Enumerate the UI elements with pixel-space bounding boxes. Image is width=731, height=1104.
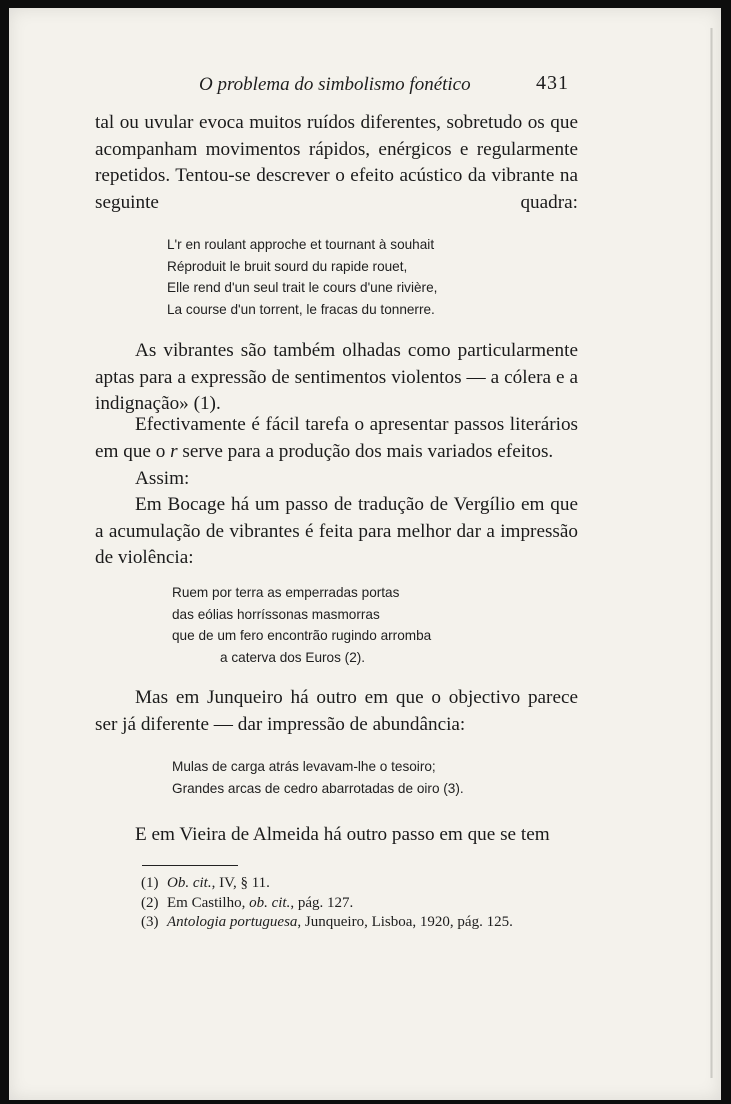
footnote-2 xyxy=(141,894,513,914)
footnote-number: (3) xyxy=(141,914,159,930)
footnote-text: , IV, § 11. xyxy=(211,875,270,891)
verse-line: Elle rend d'un seul trait le cours d'une rivière, xyxy=(167,280,438,295)
poem-junqueiro xyxy=(172,756,464,799)
letter-r: r xyxy=(170,440,178,462)
paragraph-6: Mas em Junqueiro há outro em que o objectivo parece ser já diferente — dar impressão de abundância: xyxy=(95,687,578,735)
footnotes xyxy=(141,874,513,933)
footnote-italic: ob. cit. xyxy=(249,894,291,911)
verse-line: La course d'un torrent, le fracas du tonnerre. xyxy=(167,301,435,317)
paragraph-7: E em Vieira de Almeida há outro passo em que se tem xyxy=(135,824,550,845)
footnote-number: (1) xyxy=(141,875,159,891)
running-head-title: O problema do simbolismo fonético xyxy=(199,74,471,95)
footnote-3 xyxy=(141,913,513,933)
page-number: 431 xyxy=(536,72,569,94)
verse-line: L'r en roulant approche et tournant à souhait xyxy=(167,237,435,252)
paragraph-4: Assim: xyxy=(135,468,190,489)
paragraph-3 xyxy=(95,412,578,465)
verse-line: que de um fero encontrão rugindo arromba xyxy=(172,628,432,643)
verse-line: Mulas de carga atrás levavam-lhe o tesoiro; xyxy=(172,759,436,774)
footnote-text: Em Castilho, xyxy=(167,894,250,911)
book-page xyxy=(9,8,721,1100)
verse-line: Grandes arcas de cedro abarrotadas de oiro (3). xyxy=(172,780,464,796)
footnote-text: , Junqueiro, Lisboa, 1920, pág. 125. xyxy=(297,914,513,930)
footnote-italic: Antologia portuguesa xyxy=(167,914,298,930)
poem-bocage xyxy=(172,582,431,668)
poem-french-quatrain xyxy=(167,234,437,320)
footnote-italic: Ob. cit. xyxy=(167,875,212,891)
footnote-divider xyxy=(142,865,238,866)
paragraph-2: As vibrantes são também olhadas como particularmente aptas para a expressão de sentimentos violentos — a cólera e a indignação» (1). xyxy=(95,340,578,415)
verse-line: a caterva dos Euros (2). xyxy=(220,649,366,665)
paragraph-3-end: serve para a produção dos mais variados efeitos. xyxy=(182,440,554,462)
verse-line: Ruem por terra as emperradas portas xyxy=(172,585,400,600)
verse-line: Réproduit le bruit sourd du rapide rouet, xyxy=(167,258,408,274)
footnote-number: (2) xyxy=(141,894,159,911)
verse-line: das eólias horríssonas masmorras xyxy=(172,606,380,622)
paragraph-5: Em Bocage há um passo de tradução de Vergílio em que a acumulação de vibrantes é feita para melhor dar a impressão de violência: xyxy=(95,494,578,569)
paragraph-1: tal ou uvular evoca muitos ruídos diferentes, sobretudo os que acompanham movimentos rápidos, enérgicos e regularmente repetidos. Tentou-se descrever o efeito acústico da vibrante na seguinte quadra: xyxy=(95,112,578,214)
paragraph-3-start: Efectivamente é fácil tarefa o apresentar passos literários em que o xyxy=(95,414,578,462)
footnote-text: , pág. 127. xyxy=(290,894,354,911)
footnote-1 xyxy=(141,874,513,894)
